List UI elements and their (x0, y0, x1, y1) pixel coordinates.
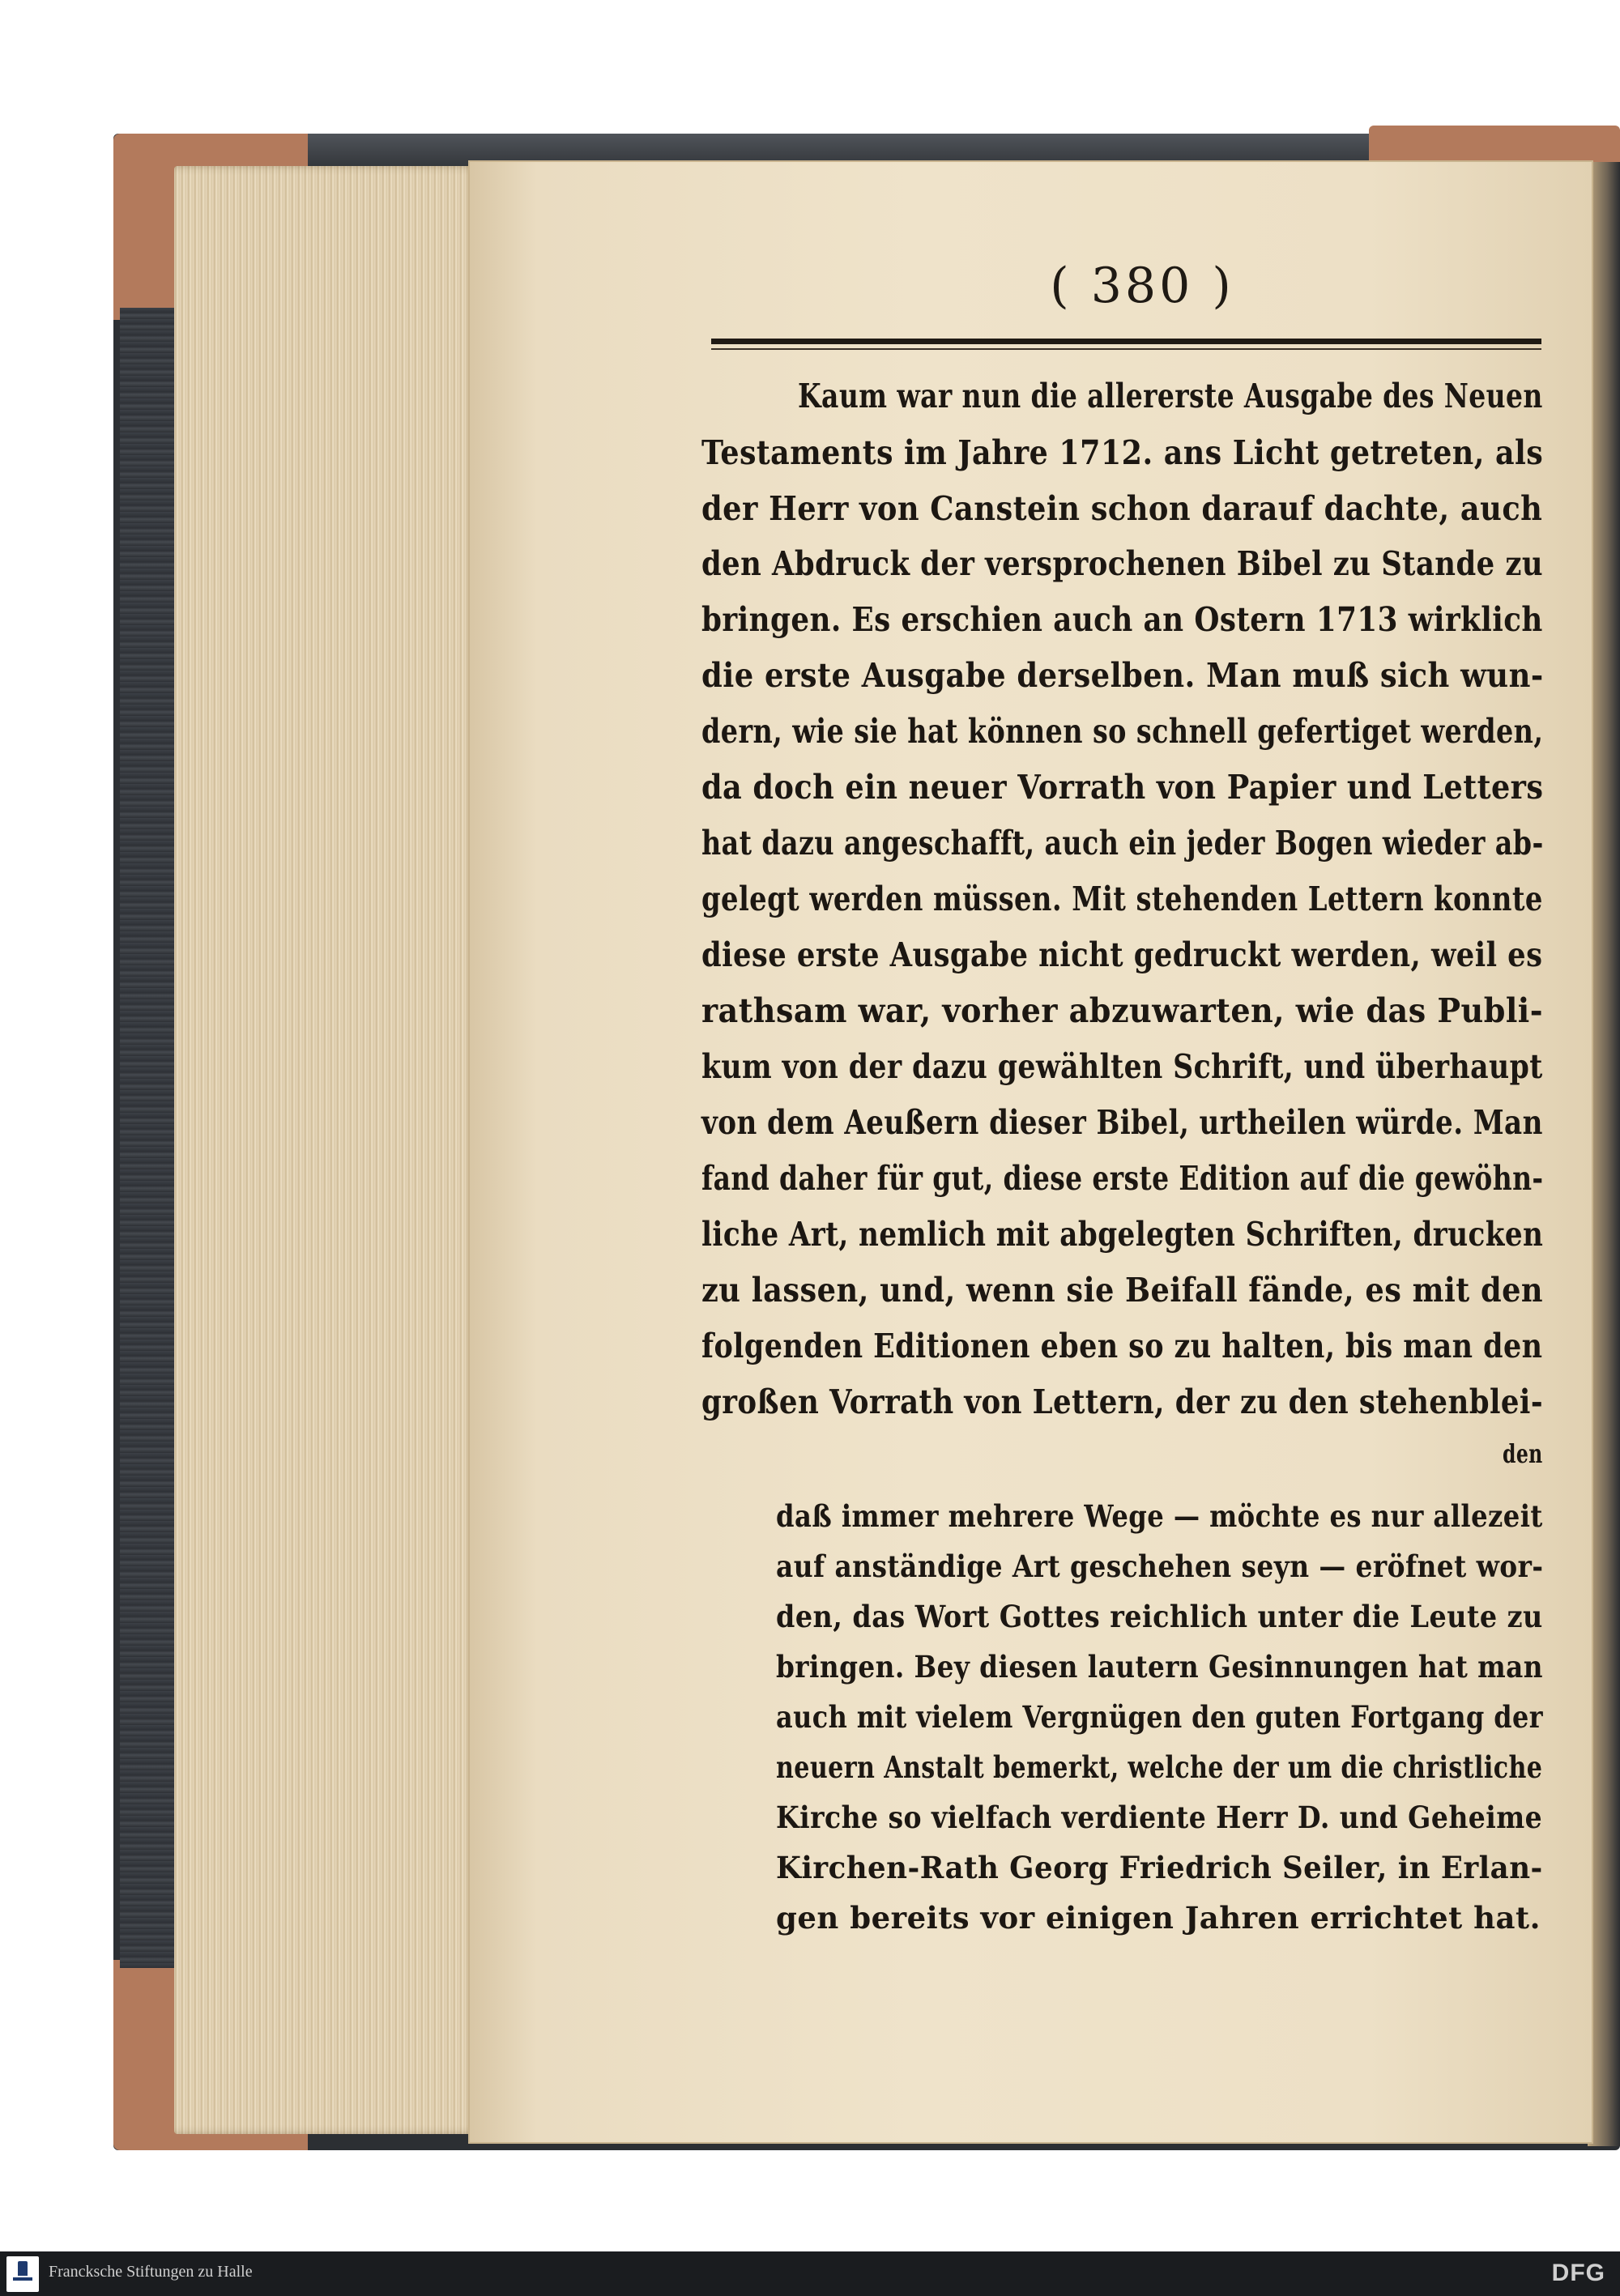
text-line: hat dazu angeschafft, auch ein jeder Bogen wieder ab- (701, 824, 1544, 863)
dfg-logo[interactable]: DFG (1551, 2260, 1605, 2286)
text-line: kum von der dazu gewählten Schrift, und überhaupt (701, 1047, 1543, 1086)
building-icon (18, 2261, 28, 2276)
text-line: gelegt werden müssen. Mit stehenden Lettern konnte (701, 880, 1543, 918)
footnote-line: Kirche so vielfach verdiente Herr D. und Geheime (776, 1800, 1543, 1835)
institution-logo-icon[interactable] (6, 2256, 39, 2292)
right-page-edge (1588, 162, 1620, 2146)
text-line: diese erste Ausgabe nicht gedruckt werden, weil es (701, 935, 1543, 974)
footnote-line: auf anständige Art geschehen seyn — eröfnet wor- (776, 1548, 1544, 1584)
text-line: fand daher für gut, diese erste Edition auf die gewöhn- (701, 1159, 1544, 1198)
text-line: die erste Ausgabe derselben. Man muß sich wun- (701, 656, 1544, 695)
footnote-line: daß immer mehrere Wege — möchte es nur allezeit (776, 1498, 1543, 1534)
text-line: Kaum war nun die allererste Ausgabe des Neuen (798, 377, 1543, 415)
text-line: der Herr von Canstein schon darauf dachte, auch (701, 489, 1543, 528)
footnote-line: auch mit vielem Vergnügen den guten Fortgang der (776, 1699, 1543, 1735)
header-rule (711, 339, 1541, 344)
text-line: bringen. Es erschien auch an Ostern 1713 wirklich (701, 600, 1543, 639)
footer-bar (0, 2251, 1620, 2296)
text-line: da doch ein neuer Vorrath von Papier und Letters (701, 768, 1544, 807)
footnote-line: Kirchen-Rath Georg Friedrich Seiler, in Erlan- (776, 1850, 1543, 1885)
text-line: zu lassen, und, wenn sie Beifall fände, es mit den (701, 1271, 1544, 1310)
header-rule-thin (711, 348, 1541, 350)
text-line: von dem Aeußern dieser Bibel, urtheilen würde. Man (701, 1103, 1543, 1142)
footnote-line: bringen. Bey diesen lautern Gesinnungen hat man (776, 1649, 1543, 1685)
text-line: folgenden Editionen eben so zu halten, bis man den (701, 1327, 1543, 1365)
text-line: Testaments im Jahre 1712. ans Licht getreten, als (701, 433, 1544, 472)
page-block-edges (174, 166, 486, 2134)
footnote-line: neuern Anstalt bemerkt, welche der um die christliche (776, 1749, 1543, 1785)
text-line: dern, wie sie hat können so schnell gefertiget werden, (701, 712, 1544, 751)
text-line: liche Art, nemlich mit abgelegten Schriften, drucken (701, 1215, 1544, 1254)
institution-name[interactable]: Francksche Stiftungen zu Halle (49, 2263, 253, 2281)
footnote-line: gen bereits vor einigen Jahren errichtet hat. (776, 1900, 1541, 1936)
marbled-cover-strip (120, 308, 177, 1968)
footnote-line: den, das Wort Gottes reichlich unter die Leute zu (776, 1599, 1543, 1634)
catchword: den (1503, 1438, 1543, 1469)
text-line: rathsam war, vorher abzuwarten, wie das Publi- (701, 991, 1544, 1030)
logo-base (13, 2277, 32, 2281)
leather-corner-top-right (1369, 126, 1620, 166)
text-line: großen Vorrath von Lettern, der zu den stehenblei- (701, 1382, 1544, 1421)
page-number: ( 380 ) (1050, 258, 1234, 314)
text-line: den Abdruck der versprochenen Bibel zu Stande zu (701, 544, 1544, 583)
